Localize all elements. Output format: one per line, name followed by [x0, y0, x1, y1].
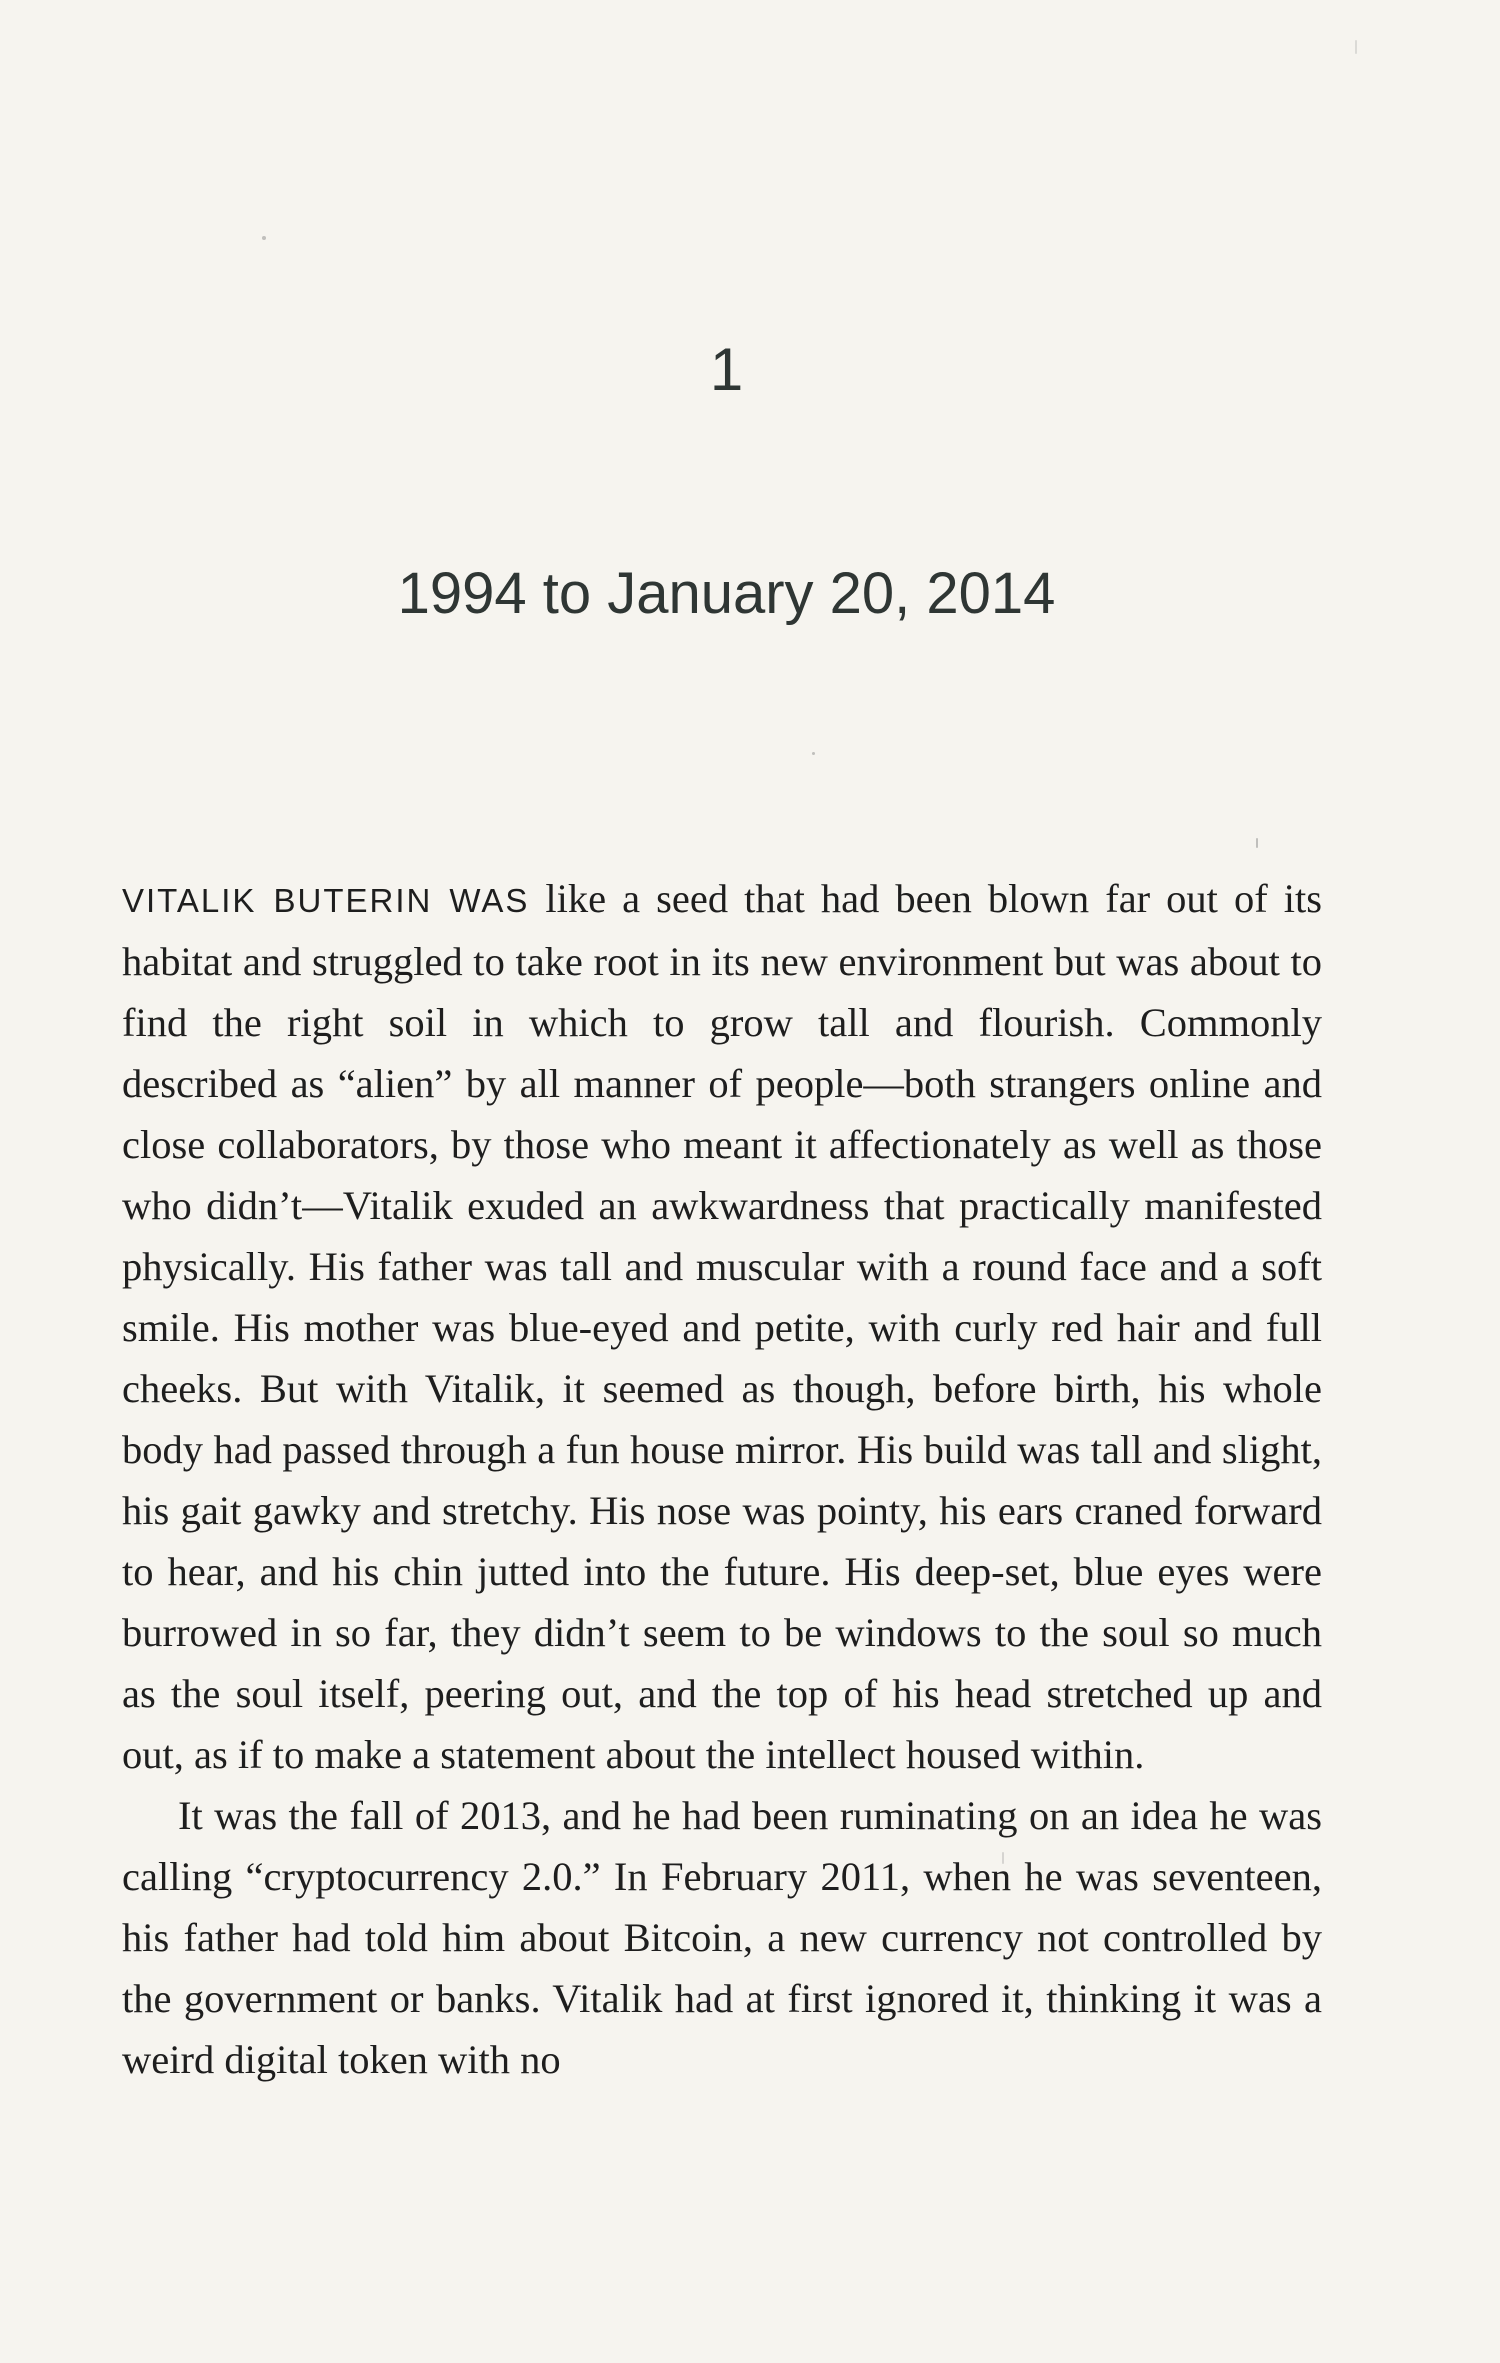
paragraph-1-lead-in: VITALIK BUTERIN WAS: [122, 882, 530, 919]
scan-speck: [1002, 1852, 1004, 1864]
scan-speck: [1355, 40, 1357, 54]
paragraph-2: It was the fall of 2013, and he had been ruminating on an idea he was calling “cryptocurrency 2.0.” In February 2011, when he was seventeen, his father had told him about Bitcoin, a new currency not controlled by the government or banks. Vitalik had at first ignored it, thinking it was a weird digital token with no: [122, 1793, 1322, 2082]
paragraph-1-text: like a seed that had been blown far out of its habitat and struggled to take root in its new environment but was about to find the right soil in which to grow tall and flourish. Commonly described as “alien” by all manner of people—both strangers online and close collaborators, by those who meant it affectionately as well as those who didn’t—Vitalik exuded an awkwardness that practically manifested physically. His father was tall and muscular with a round face and a soft smile. His mother was blue-eyed and petite, with curly red hair and full cheeks. But with Vitalik, it seemed as though, before birth, his whole body had passed through a fun house mirror. His build was tall and slight, his gait gawky and stretchy. His nose was pointy, his ears craned forward to hear, and his chin jutted into the future. His deep-set, blue eyes were burrowed in so far, they didn’t seem to be windows to the soul so much as the soul itself, peering out, and the top of his head stretched up and out, as if to make a statement about the intellect housed within.: [122, 876, 1322, 1777]
scan-speck: [1256, 838, 1258, 848]
scan-speck: [262, 236, 266, 240]
paragraph-1: [122, 868, 1322, 1785]
chapter-title: 1994 to January 20, 2014: [397, 561, 1056, 626]
chapter-number: 1: [709, 336, 744, 403]
chapter-body: [122, 868, 1322, 2090]
scan-speck: [812, 752, 815, 755]
